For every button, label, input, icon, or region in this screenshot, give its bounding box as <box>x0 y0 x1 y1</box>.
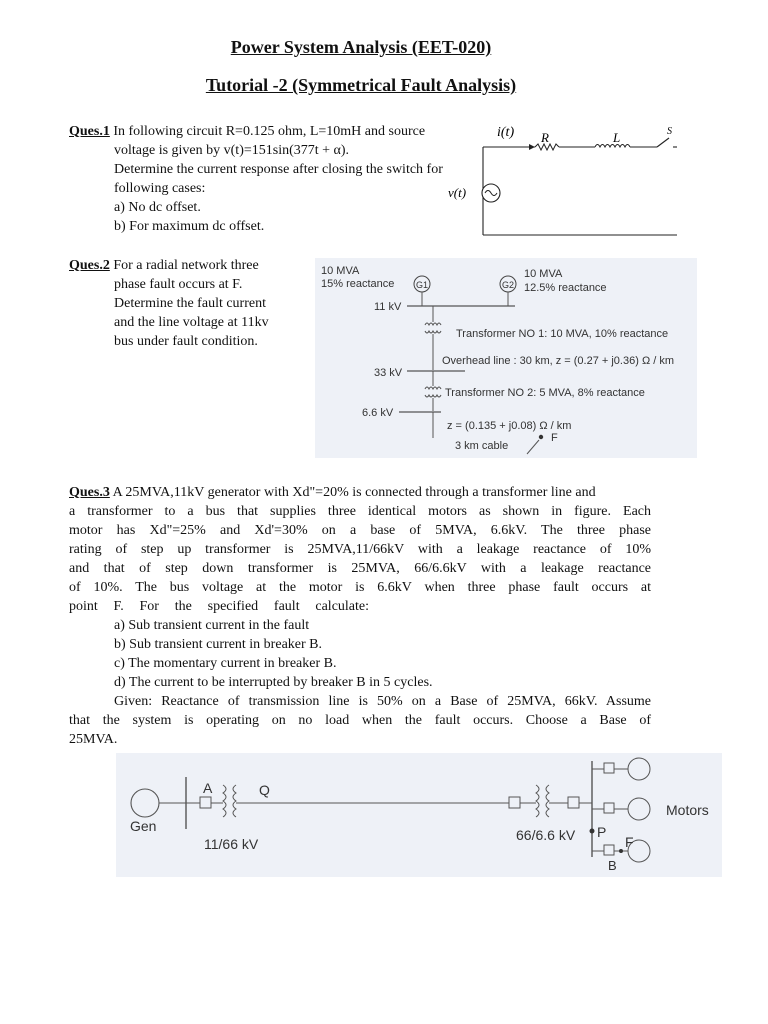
q1-text-1: In following circuit R=0.125 ohm, L=10mH and source <box>109 124 426 139</box>
q1-line-1 <box>69 122 425 141</box>
transformer-1-label: Transformer NO 1: 10 MVA, 10% reactance <box>456 328 669 340</box>
breaker-b-label: B <box>608 858 617 873</box>
transformer-2-label: Transformer NO 2: 5 MVA, 8% reactance <box>445 387 645 399</box>
q1-source-label: v(t) <box>448 185 467 200</box>
g1-reactance: 15% reactance <box>321 278 395 290</box>
switch-symbol <box>657 138 669 147</box>
cable-length-label: 3 km cable <box>455 440 509 452</box>
q1-line-3: Determine the current response after closing the switch for <box>114 162 443 177</box>
q2-line-3: Determine the fault current <box>114 296 266 311</box>
q1-resistor-label: R <box>541 130 549 145</box>
q3-line-4: rating of step up transformer is 25MVA,11/66kV with a leakage reactance of 10% <box>69 542 651 557</box>
bus-6-6kv-label: 6.6 kV <box>362 407 394 419</box>
q1-case-a: a) No dc offset. <box>114 200 201 215</box>
cable-impedance-label: z = (0.135 + j0.08) Ω / km <box>447 420 572 432</box>
q3-label: Ques.3 <box>69 485 110 500</box>
q3-line-5: and that of step down transformer is 25MVA, 66/6.6kV with a leakage reactance <box>69 561 651 576</box>
fault-point-f <box>619 849 623 853</box>
fault-point-f <box>539 435 543 439</box>
q1-case-b: b) For maximum dc offset. <box>114 219 265 234</box>
q3-item-d: d) The current to be interrupted by breaker B in 5 cycles. <box>114 675 433 690</box>
q3-item-a: a) Sub transient current in the fault <box>114 618 310 633</box>
g1-rating: 10 MVA <box>321 265 360 277</box>
q2-text-1: For a radial network three <box>109 258 259 273</box>
q2-line-2: phase fault occurs at F. <box>114 277 243 292</box>
q3-text-1: A 25MVA,11kV generator with Xd"=20% is connected through a transformer line and <box>109 485 596 500</box>
q2-line-1 <box>69 256 259 275</box>
q1-label: Ques.1 <box>69 124 110 139</box>
g1-label: G1 <box>416 280 429 290</box>
q3-line-7: point F. For the specified fault calculate: <box>69 599 369 614</box>
bus-33kv-label: 33 kV <box>374 367 403 379</box>
q1-line-2: voltage is given by v(t)=151sin(377t + α). <box>114 143 350 158</box>
q3-system-figure <box>116 753 722 877</box>
q3-given-2: that the system is operating on no load when the fault occurs. Choose a Base of <box>69 713 651 728</box>
inductor-symbol <box>595 145 630 148</box>
point-p-label: P <box>597 824 607 840</box>
breaker-a-label: A <box>203 780 213 796</box>
motors-label: Motors <box>666 802 709 818</box>
q2-label: Ques.2 <box>69 258 110 273</box>
page-subtitle: Tutorial -2 (Symmetrical Fault Analysis) <box>205 75 517 95</box>
bus-point-p <box>590 829 595 834</box>
q2-line-4: and the line voltage at 11kv <box>114 315 269 330</box>
g2-reactance: 12.5% reactance <box>524 282 607 294</box>
q1-current-label: i(t) <box>497 125 515 140</box>
q1-line-4: following cases: <box>114 181 206 196</box>
g2-rating: 10 MVA <box>524 268 563 280</box>
q3-line-3: motor has Xd"=25% and Xd'=30% on a base of 5MVA, 6.6kV. The three phase <box>69 523 651 538</box>
q3-item-b: b) Sub transient current in breaker B. <box>114 637 322 652</box>
q3-given-3: 25MVA. <box>69 732 118 747</box>
q3-given-1: Given: Reactance of transmission line is 50% on a Base of 25MVA, 66kV. Assume <box>114 694 651 709</box>
q1-switch-label: S <box>667 126 672 137</box>
q1-inductor-label: L <box>613 130 621 145</box>
q2-line-5: bus under fault condition. <box>114 334 258 349</box>
page-title: Power System Analysis (EET-020) <box>230 37 492 57</box>
gen-label: Gen <box>130 818 157 834</box>
q2-radial-network-figure <box>315 258 697 458</box>
q3-item-c: c) The momentary current in breaker B. <box>114 656 337 671</box>
bus-q-label: Q <box>259 782 270 798</box>
g2-label: G2 <box>502 280 515 290</box>
step-up-ratio-label: 11/66 kV <box>204 836 259 852</box>
overhead-line-label: Overhead line : 30 km, z = (0.27 + j0.36) Ω / km <box>442 355 674 367</box>
fault-f-label: F <box>625 834 634 850</box>
q3-line-6: of 10%. The bus voltage at the motor is 6.6kV when three phase fault occurs at <box>69 580 651 595</box>
q3-line-1 <box>69 483 651 502</box>
q3-line-2: a transformer to a bus that supplies three identical motors as shown in figure. Each <box>69 504 651 519</box>
fault-f-label: F <box>551 432 558 444</box>
bus-11kv-label: 11 kV <box>374 301 402 313</box>
q1-circuit-diagram <box>445 120 672 245</box>
step-down-ratio-label: 66/6.6 kV <box>516 827 576 843</box>
